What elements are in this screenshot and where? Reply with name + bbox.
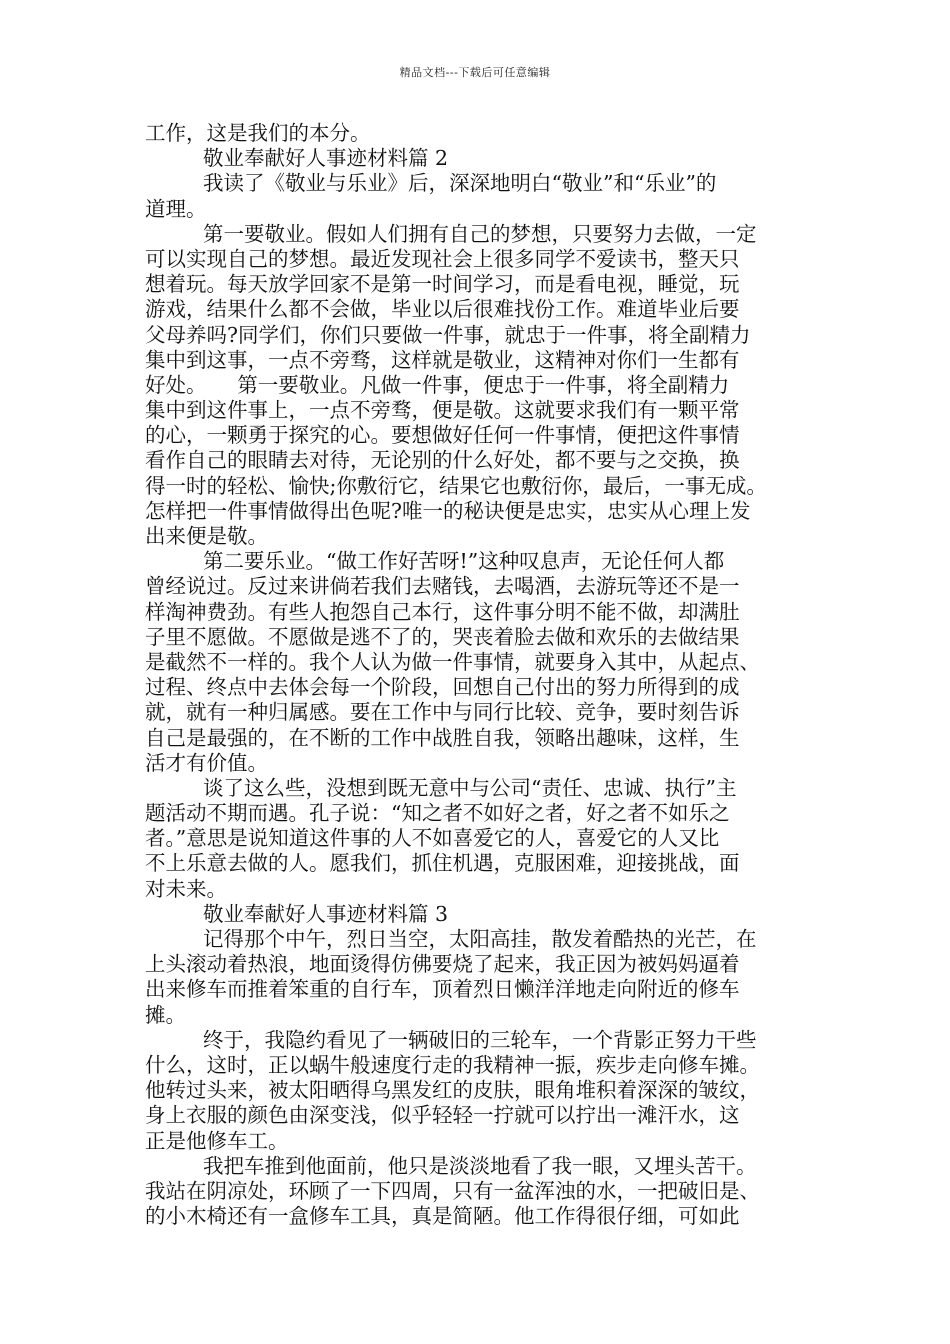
text-line: 我把车推到他面前，他只是淡淡地看了我一眼，又埋头苦干。: [203, 1153, 757, 1178]
text-line: 上头滚动着热浪，地面烫得仿佛要烧了起来，我正因为被妈妈逼着: [145, 952, 740, 977]
text-line: 工作，这是我们的本分。: [145, 121, 371, 145]
text-line: 想着玩。每天放学回家不是第一时间学习，而是看电视，睡觉，玩: [145, 272, 740, 297]
text-line: 样淘神费劲。有些人抱怨自己本行，这件事分明不能不做，却满肚: [145, 599, 740, 624]
text-line: 他转过头来，被太阳晒得乌黑发红的皮肤，眼角堆积着深深的皱纹，: [145, 1078, 760, 1103]
text-line: 敬业奉献好人事迹材料篇 3: [203, 901, 449, 926]
text-line: 记得那个中午，烈日当空，太阳高挂，散发着酷热的光芒，在: [203, 927, 757, 951]
text-line: 的小木椅还有一盒修车工具，真是简陋。他工作得很仔细，可如此: [145, 1204, 740, 1229]
text-line: 不上乐意去做的人。愿我们，抓住机遇，克服困难，迎接挑战，面: [145, 851, 740, 876]
text-line: 身上衣服的颜色由深变浅，似乎轻轻一拧就可以拧出一滩汗水，这: [145, 1103, 740, 1128]
text-line: 第一要敬业。假如人们拥有自己的梦想，只要努力去做，一定: [203, 221, 757, 246]
text-line: 过程、终点中去体会每一个阶段，回想自己付出的努力所得到的成: [145, 675, 740, 700]
text-line: 是截然不一样的。我个人认为做一件事情，就要身入其中，从起点、: [145, 649, 760, 674]
text-line: 曾经说过。反过来讲倘若我们去赌钱，去喝酒，去游玩等还不是一: [145, 574, 740, 599]
text-line: 活才有价值。: [145, 750, 268, 775]
text-line: 敬业奉献好人事迹材料篇 2: [203, 146, 449, 171]
text-line: 得一时的轻松、愉快;你敷衍它，结果它也敷衍你，最后，一事无成。: [145, 473, 767, 498]
text-line: 的心，一颗勇于探究的心。要想做好任何一件事情，便把这件事情: [145, 423, 740, 448]
text-line: 集中到这件事上，一点不旁骛，便是敬。这就要求我们有一颗平常: [145, 398, 740, 423]
page-header: 精品文档---下载后可任意编辑: [399, 66, 551, 79]
text-line: 出来修车而推着笨重的自行车，顶着烈日懒洋洋地走向附近的修车: [145, 977, 740, 1002]
text-line: 题活动不期而遇。孔子说：“知之者不如好之者，好之者不如乐之: [145, 801, 730, 826]
text-line: 集中到这事，一点不旁骛，这样就是敬业，这精神对你们一生都有: [145, 347, 740, 372]
text-line: 道理。: [145, 196, 207, 221]
text-line: 自己是最强的，在不断的工作中战胜自我，领略出趣味，这样，生: [145, 725, 740, 750]
text-line: 我读了《敬业与乐业》后，深深地明白“敬业”和“乐业”的: [203, 171, 717, 196]
text-line: 子里不愿做。不愿做是逃不了的，哭丧着脸去做和欢乐的去做结果: [145, 624, 740, 649]
text-line: 第二要乐业。“做工作好苦呀!”这种叹息声，无论任何人都: [203, 549, 725, 574]
text-line: 看作自己的眼睛去对待，无论别的什么好处，都不要与之交换，换: [145, 448, 740, 473]
text-line: 游戏，结果什么都不会做，毕业以后很难找份工作。难道毕业后要: [145, 297, 740, 322]
text-line: 父母养吗?同学们，你们只要做一件事，就忠于一件事，将全副精力: [145, 322, 751, 347]
text-line: 可以实现自己的梦想。最近发现社会上很多同学不爱读书，整天只: [145, 246, 740, 271]
text-line: 我站在阴凉处，环顾了一下四周，只有一盆浑浊的水，一把破旧是、: [145, 1178, 760, 1203]
text-line: 出来便是敬。: [145, 524, 268, 548]
text-line: 就，就有一种归属感。要在工作中与同行比较、竞争，要时刻告诉: [145, 700, 740, 725]
text-line: 摊。: [145, 1002, 186, 1027]
text-line: 对未来。: [145, 876, 227, 901]
text-line: 者。”意思是说知道这件事的人不如喜爱它的人，喜爱它的人又比: [145, 826, 720, 851]
text-line: 好处。 第一要敬业。凡做一件事，便忠于一件事，将全副精力: [145, 372, 730, 397]
document-body: [145, 121, 825, 1229]
text-line: 怎样把一件事情做得出色呢?唯一的秘诀便是忠实，忠实从心理上发: [145, 498, 751, 523]
text-line: 终于，我隐约看见了一辆破旧的三轮车，一个背影正努力干些: [203, 1027, 757, 1052]
text-line: 什么，这时，正以蜗牛般速度行走的我精神一振，疾步走向修车摊。: [145, 1052, 760, 1077]
text-line: 谈了这么些，没想到既无意中与公司“责任、忠诚、执行”主: [203, 775, 737, 800]
text-line: 正是他修车工。: [145, 1128, 289, 1153]
